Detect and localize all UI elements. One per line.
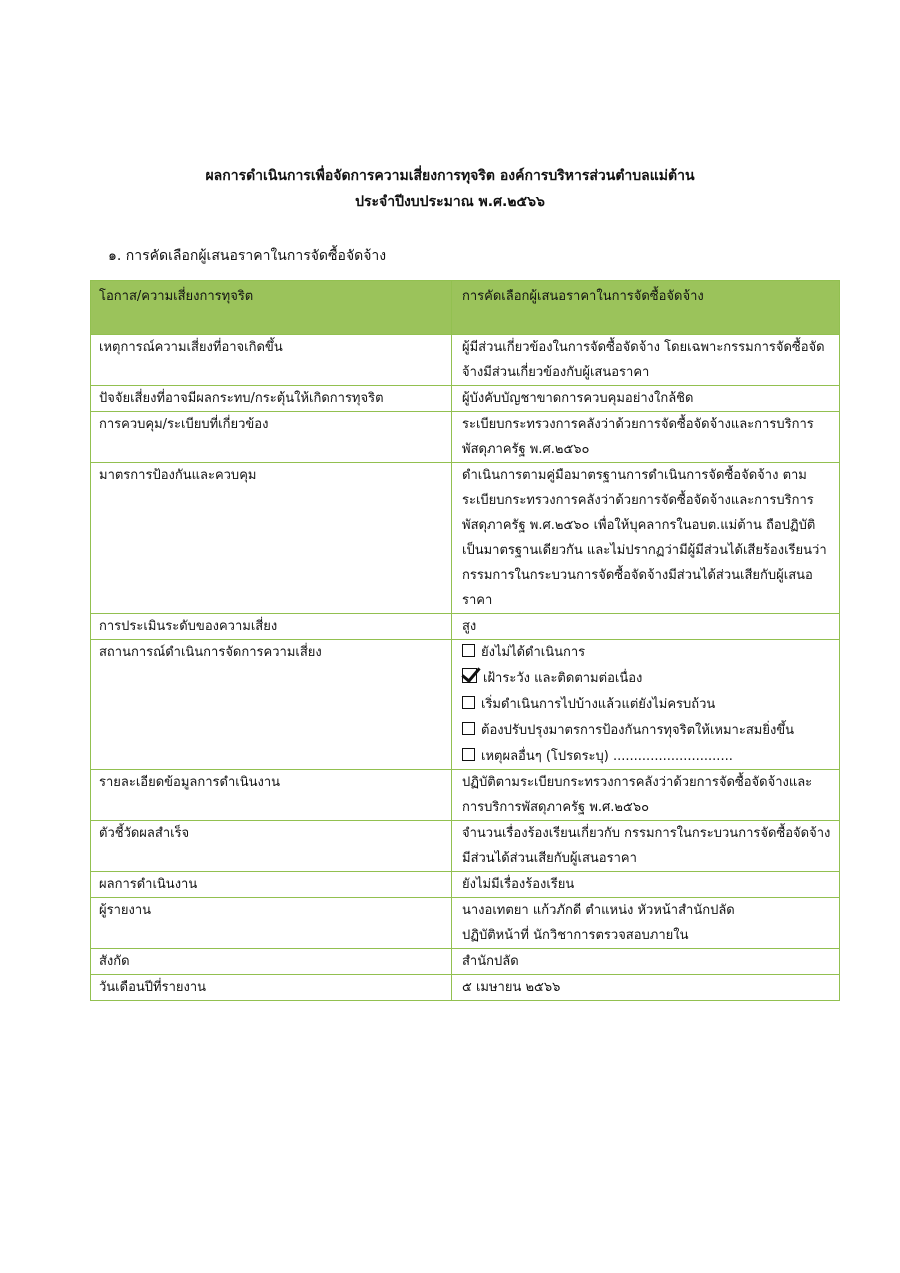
row-label-status: สถานการณ์ดำเนินการจัดการความเสี่ยง [91, 640, 452, 770]
status-option-label: เหตุผลอื่นๆ (โปรดระบุ) ............................. [481, 749, 733, 764]
row-value-event: ผู้มีส่วนเกี่ยวข้องในการจัดซื้อจัดจ้าง โดยเฉพาะกรรมการจัดซื้อจัดจ้างมีส่วนเกี่ยวข้องกับผู้เสนอราคา [452, 335, 840, 386]
table-row [91, 463, 840, 614]
row-label-factor: ปัจจัยเสี่ยงที่อาจมีผลกระทบ/กระตุ้นให้เกิดการทุจริต [91, 386, 452, 412]
status-option [462, 744, 831, 769]
status-option [462, 666, 831, 691]
row-value-report-date: ๕ เมษายน ๒๕๖๖ [452, 975, 840, 1001]
row-value-control: ระเบียบกระทรวงการคลังว่าด้วยการจัดซื้อจัดจ้างและการบริการพัสดุภาครัฐ พ.ศ.๒๕๖๐ [452, 412, 840, 463]
table-row [91, 821, 840, 872]
status-options [452, 640, 840, 770]
row-value-factor: ผู้บังคับบัญชาขาดการควบคุมอย่างใกล้ชิด [452, 386, 840, 412]
status-option-label: ยังไม่ได้ดำเนินการ [481, 645, 586, 660]
row-label-event: เหตุการณ์ความเสี่ยงที่อาจเกิดขึ้น [91, 335, 452, 386]
status-option-label: เริ่มดำเนินการไปบ้างแล้วแต่ยังไม่ครบถ้วน [481, 697, 716, 712]
row-label-result: ผลการดำเนินงาน [91, 872, 452, 898]
table-row [91, 640, 840, 770]
row-value-reporter [452, 898, 840, 949]
checkbox-icon [462, 644, 475, 657]
row-label-report-date: วันเดือนปีที่รายงาน [91, 975, 452, 1001]
header-risk-label: โอกาส/ความเสี่ยงการทุจริต [91, 281, 452, 335]
section-heading: ๑. การคัดเลือกผู้เสนอราคาในการจัดซื้อจัดจ้าง [108, 248, 387, 264]
status-option [462, 692, 831, 717]
row-label-affiliation: สังกัด [91, 949, 452, 975]
row-label-assessment: การประเมินระดับของความเสี่ยง [91, 614, 452, 640]
row-value-affiliation: สำนักปลัด [452, 949, 840, 975]
row-value-result: ยังไม่มีเรื่องร้องเรียน [452, 872, 840, 898]
status-option-label: เฝ้าระวัง และติดตามต่อเนื่อง [483, 671, 643, 686]
status-option-label: ต้องปรับปรุงมาตรการป้องกันการทุจริตให้เหมาะสมยิ่งขึ้น [481, 723, 795, 738]
row-label-reporter: ผู้รายงาน [91, 898, 452, 949]
row-label-details: รายละเอียดข้อมูลการดำเนินงาน [91, 770, 452, 821]
row-value-details: ปฏิบัติตามระเบียบกระทรวงการคลังว่าด้วยการจัดซื้อจัดจ้างและการบริการพัสดุภาครัฐ พ.ศ.๒๕๖๐ [452, 770, 840, 821]
row-value-assessment: สูง [452, 614, 840, 640]
row-label-indicator: ตัวชี้วัดผลสำเร็จ [91, 821, 452, 872]
checkbox-icon [462, 748, 475, 761]
status-option [462, 640, 831, 665]
reporter-duty: ปฏิบัติหน้าที่ นักวิชาการตรวจสอบภายใน [462, 928, 689, 943]
table-row [91, 335, 840, 386]
status-option [462, 718, 831, 743]
header-risk-topic: การคัดเลือกผู้เสนอราคาในการจัดซื้อจัดจ้าง [452, 281, 840, 335]
table-row [91, 975, 840, 1001]
risk-table [90, 280, 840, 1001]
table-row [91, 386, 840, 412]
row-value-measures: ดำเนินการตามคู่มือมาตรฐานการดำเนินการจัดซื้อจัดจ้าง ตามระเบียบกระทรวงการคลังว่าด้วยการจัดซื้อจัดจ้างและการบริการพัสดุภาครัฐ พ.ศ.๒๕๖๐ เพื่อให้บุคลากรในอบต.แม่ต้าน ถือปฏิบัติเป็นมาตรฐานเดียวกัน และไม่ปรากฏว่ามีผู้มีส่วนได้เสียร้องเรียนว่ากรรมการในกระบวนการจัดซื้อจัดจ้างมีส่วนได้ส่วนเสียกับผู้เสนอราคา [452, 463, 840, 614]
table-row [91, 770, 840, 821]
page-subtitle: ประจำปีงบประมาณ พ.ศ.๒๕๖๖ [355, 194, 545, 210]
table-header-row [91, 281, 840, 335]
table-row [91, 412, 840, 463]
row-label-control: การควบคุม/ระเบียบที่เกี่ยวข้อง [91, 412, 452, 463]
row-label-measures: มาตรการป้องกันและควบคุม [91, 463, 452, 614]
page-title: ผลการดำเนินการเพื่อจัดการความเสี่ยงการทุจริต องค์การบริหารส่วนตำบลแม่ต้าน [205, 168, 695, 184]
row-value-indicator: จำนวนเรื่องร้องเรียนเกี่ยวกับ กรรมการในกระบวนการจัดซื้อจัดจ้างมีส่วนได้ส่วนเสียกับผู้เสนอราคา [452, 821, 840, 872]
table-row [91, 898, 840, 949]
table-row [91, 949, 840, 975]
checkbox-icon [462, 696, 475, 709]
table-row [91, 872, 840, 898]
checkbox-icon [462, 722, 475, 735]
table-row [91, 614, 840, 640]
checkbox-checked-icon [462, 668, 477, 683]
reporter-name-position: นางอเทตยา แก้วภักดี ตำแหน่ง หัวหน้าสำนักปลัด [462, 903, 735, 918]
